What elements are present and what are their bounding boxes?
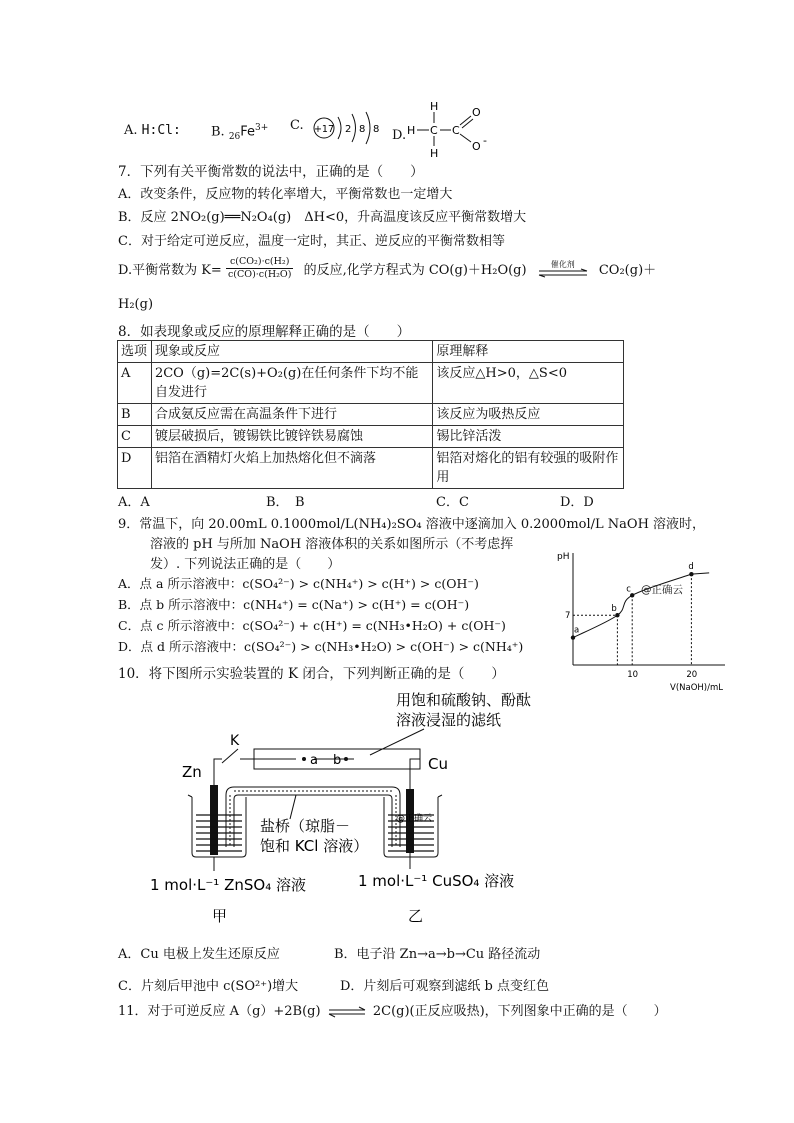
chart-watermark: @正确云 [641,584,683,596]
chart-ticks [565,611,697,680]
point-b-dot [344,757,348,761]
q11-stem [118,1000,667,1019]
equilibrium-constant-fraction [226,256,293,281]
q9-option-b: B．点 b 所示溶液中：c(NH₄⁺) = c(Na⁺) > c(H⁺) = c(OH⁻) [118,597,470,612]
filter-paper-label-line1: 用饱和硫酸钠、酚酞 [396,691,532,709]
q6-option-a [124,123,181,138]
table-cell: D [118,448,152,489]
reversible-arrow-icon [537,269,589,277]
acetate-h-bottom: H [430,147,439,160]
q8-answer-a: A．A [118,495,150,510]
table-cell: 该反应△H>0，△S<0 [433,363,624,404]
catalyst-label: 催化剂 [550,260,575,269]
table-header-row [118,341,624,363]
q6-option-b-charge: 3+ [255,123,269,133]
q7-option-d [118,256,656,281]
q10-option-d: D．片刻后可观察到滤纸 b 点变红色 [340,979,550,994]
zinc-electrode-label: Zn [182,763,202,781]
q9-option-c: C．点 c 所示溶液中：c(SO₄²⁻) + c(H⁺) = c(NH₃•H₂O) + c(OH⁻) [118,618,506,633]
point-a-label: a [310,753,318,768]
acetate-h-left: H [407,124,416,137]
cell-yi-label: 乙 [408,907,424,925]
q11-stem-part1: 11．对于可逆反应 A（g）+2B(g) [118,1004,321,1019]
q7-stem: 7．下列有关平衡常数的说法中，正确的是（ ） [118,164,424,180]
chart-axes [573,553,725,665]
chart-y-axis-label: pH [557,552,570,562]
shell-2-count: 8 [359,124,366,135]
shell-3-count: 8 [373,124,380,135]
acetate-structure-diagram [405,98,495,160]
table-cell: C [118,426,152,448]
galvanic-cell-diagram [150,685,550,930]
table-header-cell: 原理解释 [433,341,624,363]
table-cell: 合成氨反应需在高温条件下进行 [151,404,432,426]
solution-hatching-jia [196,815,242,851]
table-header-cell: 现象或反应 [151,341,432,363]
q11-stem-part2: 2C(g)(正反应吸热)，下列图象中正确的是（ ） [372,1004,667,1019]
atom-nucleus-label: +17 [313,124,335,135]
data-point-label: b [611,604,617,615]
acetate-c2: C [452,124,460,137]
table-cell: 铝箔对熔化的铝有较强的吸附作用 [433,448,624,489]
q7-option-d-prefix: D.平衡常数为 K= [118,263,222,278]
q6-option-b-label: B. [211,124,225,140]
q7-option-d-suffix: CO₂(g)＋ [598,263,657,278]
copper-solution-label: 1 mol·L⁻¹ CuSO₄ 溶液 [358,872,515,890]
q9-stem-line3: 发）. 下列说法正确的是（ ） [150,557,341,572]
table-cell: 锡比锌活泼 [433,426,624,448]
acetate-c1: C [430,124,438,137]
q7-option-d-mid: 的反应,化学方程式为 CO(g)＋H₂O(g) [303,263,527,278]
table-cell: 铝箔在酒精灯火焰上加热熔化但不滴落 [151,448,432,489]
table-cell: 该反应为吸热反应 [433,404,624,426]
q9-option-a: A．点 a 所示溶液中：c(SO₄²⁻) > c(NH₄⁺) > c(H⁺) > c(OH⁻) [118,576,479,591]
salt-bridge-label-line2: 饱和 KCl 溶液） [260,837,369,855]
switch-k-label: K [230,733,240,749]
q10-option-c: C．片刻后甲池中 c(SO²⁺)增大 [118,979,299,994]
q8-answer-d: D．D [560,495,594,510]
acetate-o-top: O [472,106,481,119]
q6-option-a-formula: H:Cl: [141,123,181,138]
ph-titration-chart [555,545,735,695]
fraction-numerator: c(CO₂)·c(H₂) [226,256,293,269]
q8-stem: 8．如表现象或反应的原理解释正确的是（ ） [118,324,411,340]
data-point-label: a [574,625,580,636]
q7-option-c: C．对于给定可逆反应，温度一定时，其正、逆反应的平衡常数相等 [118,234,505,249]
zinc-solution-label: 1 mol·L⁻¹ ZnSO₄ 溶液 [150,876,306,894]
fraction-denominator: c(CO)·c(H₂O) [227,269,292,280]
q6-option-b-mass: 26 [228,131,241,142]
q8-answer-c: C．C [436,495,469,510]
table-cell: A [118,363,152,404]
reversible-arrow-icon [327,1007,367,1017]
diagram-watermark: @正确云 [396,814,433,824]
cell-jia-label: 甲 [212,907,228,925]
q8-answer-b: B． B [266,495,305,510]
table-row [118,404,624,426]
table-header-cell: 选项 [118,341,152,363]
table-row [118,448,624,489]
q9-option-d: D．点 d 所示溶液中：c(SO₄²⁻) > c(NH₃•H₂O) > c(OH⁻) > c(NH₄⁺) [118,639,524,654]
shell-1-count: 2 [345,124,352,135]
q10-option-b: B．电子沿 Zn→a→b→Cu 路径流动 [334,947,541,962]
data-point [571,635,575,639]
x-tick-label: 10 [627,670,639,680]
table-cell: B [118,404,152,426]
data-point [689,572,693,576]
table-row [118,426,624,448]
q9-stem-line2: 溶液的 pH 与所加 NaOH 溶液体积的关系如图所示（不考虑挥 [150,537,514,552]
acetate-minus: - [483,134,487,147]
acetate-h-top: H [430,100,439,113]
chart-x-axis-label: V(NaOH)/mL [670,683,723,693]
q7-option-b: B．反应 2NO₂(g)══N₂O₄(g) ΔH<0，升高温度该反应平衡常数增大 [118,210,527,225]
filter-paper-label-line2: 溶液浸湿的滤纸 [396,711,502,729]
q9-stem-line1: 9．常温下，向 20.00mL 0.1000mol/L(NH₄)₂SO₄ 溶液中逐滴加入 0.2000mol/L NaOH 溶液时， [118,517,706,532]
q6-option-b [211,123,268,142]
q7-option-a: A．改变条件，反应物的转化率增大，平衡常数也一定增大 [118,187,453,202]
point-a-dot [302,757,306,761]
table-cell: 镀层破损后，镀锡铁比镀锌铁易腐蚀 [151,426,432,448]
q10-option-a: A．Cu 电极上发生还原反应 [118,947,280,962]
q6-option-b-symbol: Fe [240,124,256,140]
point-b-label: b [333,753,342,768]
q7-option-d-line2: H₂(g) [118,297,154,312]
table-cell: 2CO（g)=2C(s)+O₂(g)在任何条件下均不能自发进行 [151,363,432,404]
atom-structure-diagram [308,108,388,148]
catalyst-arrow [537,260,589,277]
copper-electrode-label: Cu [428,755,448,773]
q6-option-a-label: A. [124,123,138,138]
q6-option-d-label: D. [392,128,407,143]
data-point-label: d [688,562,694,573]
q6-option-c-label: C. [290,118,304,133]
ph-curve [573,573,709,638]
acetate-o-bottom: O [472,140,481,153]
y-tick-label: 7 [565,611,571,622]
x-tick-label: 20 [686,670,698,680]
switch-k [222,749,238,763]
q8-table [117,340,624,489]
table-row [118,363,624,404]
salt-bridge-label-line1: 盐桥（琼脂－ [260,817,351,835]
q10-stem: 10．将下图所示实验装置的 K 闭合，下列判断正确的是（ ） [118,666,505,682]
data-point-label: c [626,584,631,595]
